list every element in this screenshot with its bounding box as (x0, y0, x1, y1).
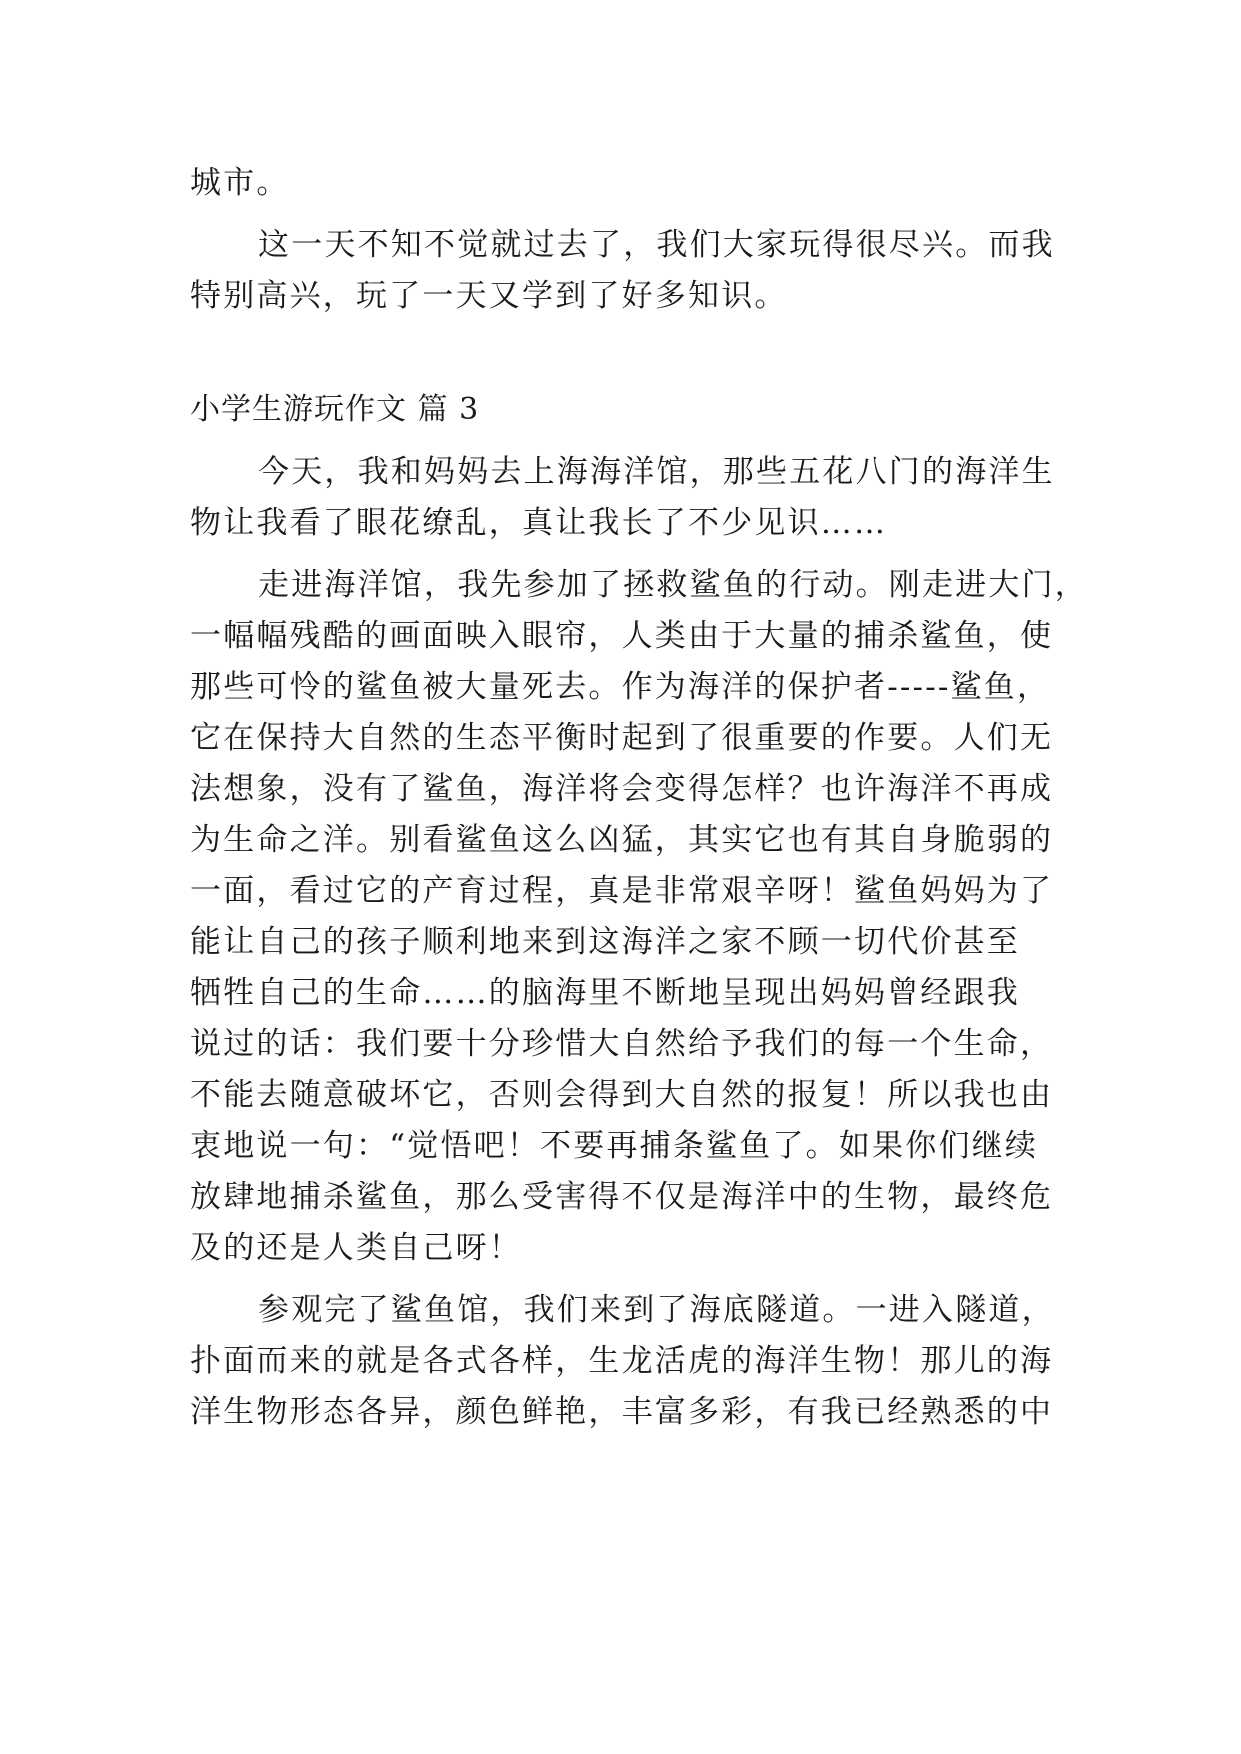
text-line: 特别高兴，玩了一天又学到了好多知识。 (190, 278, 788, 314)
text-line: 及的还是人类自己呀！ (190, 1230, 522, 1266)
text-line: 一面，看过它的产育过程，真是非常艰辛呀！鲨鱼妈妈为了 (190, 873, 1054, 909)
text-line: 物让我看了眼花缭乱，真让我长了不少见识…… (190, 505, 888, 541)
text-line: 城市。 (190, 165, 290, 201)
text-line: 衷地说一句：“觉悟吧！不要再捕条鲨鱼了。如果你们继续 (190, 1128, 1039, 1164)
text-line: 扑面而来的就是各式各样，生龙活虎的海洋生物！那儿的海 (190, 1343, 1054, 1379)
text-line: 说过的话：我们要十分珍惜大自然给予我们的每一个生命， (190, 1026, 1054, 1062)
text-line: 一幅幅残酷的画面映入眼帘，人类由于大量的捕杀鲨鱼，使 (190, 618, 1054, 654)
paragraph-first-line: 参观完了鲨鱼馆，我们来到了海底隧道。一进入隧道， (258, 1292, 1055, 1328)
paragraph-first-line: 今天，我和妈妈去上海海洋馆，那些五花八门的海洋生 (258, 454, 1055, 490)
text-line: 不能去随意破坏它，否则会得到大自然的报复！所以我也由 (190, 1077, 1054, 1113)
paragraph-first-line: 走进海洋馆，我先参加了拯救鲨鱼的行动。刚走进大门， (258, 567, 1088, 603)
text-line: 那些可怜的鲨鱼被大量死去。作为海洋的保护者-----鲨鱼， (190, 669, 1051, 705)
text-line: 它在保持大自然的生态平衡时起到了很重要的作要。人们无 (190, 720, 1054, 756)
paragraph-first-line: 这一天不知不觉就过去了，我们大家玩得很尽兴。而我 (258, 227, 1055, 263)
text-line: 洋生物形态各异，颜色鲜艳，丰富多彩，有我已经熟悉的中 (190, 1394, 1054, 1430)
text-line: 为生命之洋。别看鲨鱼这么凶猛，其实它也有其自身脆弱的 (190, 822, 1054, 858)
text-line: 法想象，没有了鲨鱼，海洋将会变得怎样？也许海洋不再成 (190, 771, 1054, 807)
section-title: 小学生游玩作文 篇 3 (190, 392, 480, 427)
text-line: 能让自己的孩子顺利地来到这海洋之家不顾一切代价甚至 (190, 924, 1020, 960)
text-line: 放肆地捕杀鲨鱼，那么受害得不仅是海洋中的生物，最终危 (190, 1179, 1054, 1215)
text-line: 牺牲自己的生命……的脑海里不断地呈现出妈妈曾经跟我 (190, 975, 1020, 1011)
